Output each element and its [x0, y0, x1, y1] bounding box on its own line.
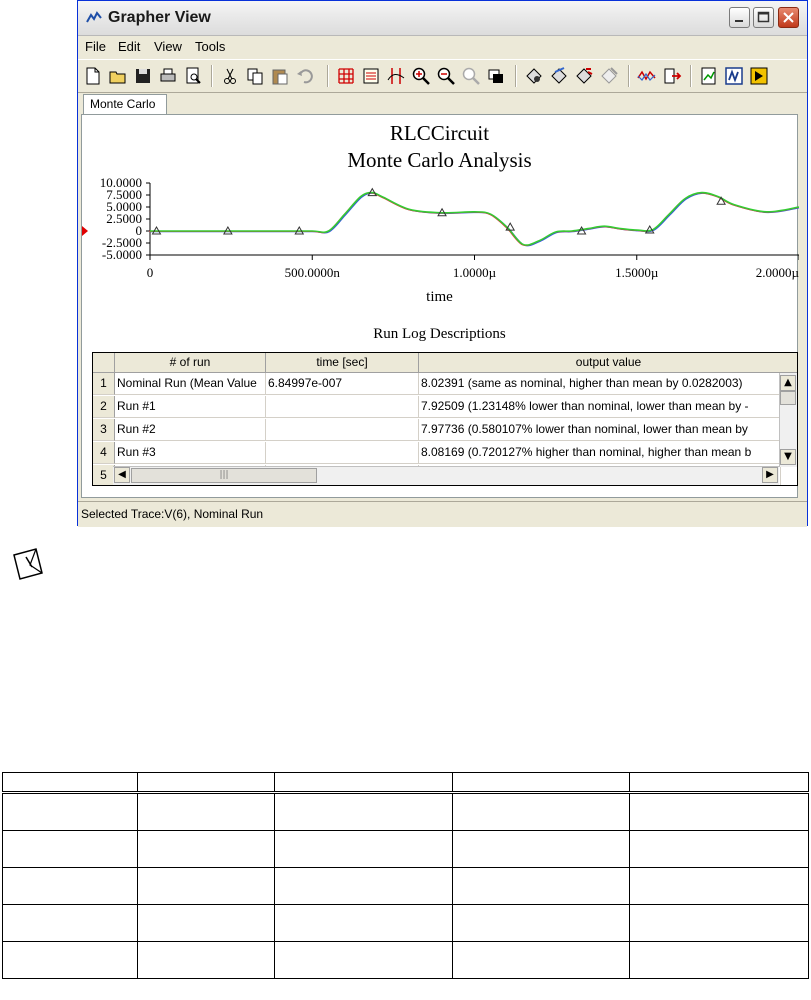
tab-monte-carlo[interactable]: Monte Carlo — [83, 94, 167, 115]
cell-run[interactable]: Run #1 — [115, 396, 266, 418]
horizontal-scroll-thumb[interactable]: ||| — [131, 468, 317, 483]
note-icon — [6, 545, 48, 587]
vertical-scroll-thumb[interactable] — [780, 391, 796, 405]
y-tick-label: 10.0000 — [99, 175, 142, 190]
export-icon[interactable] — [662, 66, 682, 86]
y-tick-label: -2.5000 — [101, 235, 142, 250]
marker-group — [152, 189, 725, 234]
row-number[interactable]: 2 — [93, 396, 115, 418]
y-axis — [82, 175, 150, 262]
series-line-variant — [149, 193, 798, 246]
document-table — [2, 772, 809, 979]
status-bar: Selected Trace:V(6), Nominal Run — [78, 501, 807, 527]
column-header-time[interactable]: time [sec] — [266, 353, 419, 373]
y-tick-label: -5.0000 — [101, 247, 142, 262]
open-icon[interactable] — [108, 66, 128, 86]
cell-output-value[interactable]: 8.08169 (0.720127% higher than nominal, higher than mean b — [419, 442, 781, 464]
menu-edit[interactable]: Edit — [118, 39, 141, 54]
waveform-plot[interactable] — [82, 175, 799, 305]
table-row[interactable] — [93, 419, 797, 441]
zoom-in-icon[interactable] — [411, 66, 431, 86]
x-tick-label: 2.0000µ — [755, 265, 799, 280]
maximize-icon — [754, 8, 773, 27]
table-row[interactable] — [93, 442, 797, 464]
minimize-button[interactable] — [729, 7, 750, 28]
x-tick-label: 1.0000µ — [452, 265, 497, 280]
scroll-left-icon[interactable]: ◀ — [114, 467, 130, 483]
maximize-button[interactable] — [753, 7, 774, 28]
zoom-fit-icon[interactable] — [461, 66, 481, 86]
new-icon[interactable] — [83, 66, 103, 86]
window-title: Grapher View — [108, 9, 211, 26]
zoom-out-icon[interactable] — [436, 66, 456, 86]
grapher-app-icon — [86, 10, 102, 26]
grid-corner — [93, 353, 115, 373]
y-tick-label: 7.5000 — [106, 187, 142, 202]
table-header-row — [3, 773, 809, 793]
x-axis-label: time — [426, 289, 453, 305]
cell-run[interactable]: Nominal Run (Mean Value — [115, 373, 266, 395]
cut-icon[interactable] — [220, 66, 240, 86]
overlay-icon[interactable] — [486, 66, 506, 86]
menu-view[interactable]: View — [154, 39, 182, 54]
table-row — [3, 868, 809, 905]
row-number[interactable]: 5 — [93, 465, 115, 486]
cell-time[interactable] — [266, 419, 419, 441]
print-preview-icon[interactable] — [183, 66, 203, 86]
x-tick-label: 0 — [146, 265, 154, 280]
print-icon[interactable] — [158, 66, 178, 86]
copy-icon[interactable] — [245, 66, 265, 86]
select-all-traces-icon[interactable] — [549, 66, 569, 86]
row-number[interactable]: 1 — [93, 373, 115, 395]
y-tick-label: 2.5000 — [106, 211, 142, 226]
report-icon[interactable] — [699, 66, 719, 86]
cursor-icon[interactable] — [386, 66, 406, 86]
swap-icon[interactable] — [574, 66, 594, 86]
series-line-variant — [151, 193, 799, 246]
select-trace-icon[interactable] — [524, 66, 544, 86]
series-line-nominal — [150, 193, 799, 246]
table-row — [3, 905, 809, 942]
runlog-title: Run Log Descriptions — [373, 326, 506, 342]
undo-icon[interactable] — [295, 66, 315, 86]
labview-run-icon[interactable] — [749, 66, 769, 86]
runlog-grid[interactable] — [92, 352, 798, 486]
chart-subtitle: Monte Carlo Analysis — [347, 148, 532, 172]
column-header-run[interactable]: # of run — [115, 353, 266, 373]
table-row — [3, 793, 809, 831]
minimize-icon — [730, 8, 749, 27]
menu-file[interactable]: File — [85, 39, 106, 54]
row-number[interactable]: 4 — [93, 442, 115, 464]
cell-time[interactable] — [266, 442, 419, 464]
horizontal-scrollbar[interactable] — [113, 466, 779, 485]
row-number[interactable]: 3 — [93, 419, 115, 441]
legend-icon[interactable] — [361, 66, 381, 86]
table-row — [3, 831, 809, 868]
y-tick-label: 0 — [135, 223, 142, 238]
table-row — [3, 942, 809, 979]
grid-header — [93, 353, 797, 373]
y-tick-label: 5.0000 — [106, 199, 142, 214]
grapher-window — [77, 0, 808, 526]
menu-bar — [78, 36, 807, 58]
save-icon[interactable] — [133, 66, 153, 86]
menu-tools[interactable]: Tools — [195, 39, 226, 54]
close-icon — [779, 8, 798, 27]
cell-time[interactable] — [266, 396, 419, 418]
table-row[interactable] — [93, 396, 797, 418]
close-button[interactable] — [778, 7, 799, 28]
labview-icon[interactable] — [724, 66, 744, 86]
cell-output-value[interactable]: 7.92509 (1.23148% lower than nominal, lower than mean by - — [419, 396, 781, 418]
graph-panel — [81, 114, 798, 498]
scroll-right-icon[interactable]: ▶ — [762, 467, 778, 483]
cell-run[interactable]: Run #3 — [115, 442, 266, 464]
cell-output-value[interactable]: 7.97736 (0.580107% lower than nominal, lower than mean by — [419, 419, 781, 441]
x-axis — [147, 255, 799, 280]
table-row[interactable] — [93, 373, 797, 395]
cell-output-value[interactable]: 8.02391 (same as nominal, higher than mean by 0.0282003) — [419, 373, 781, 395]
toolbar — [78, 59, 807, 93]
cell-run[interactable]: Run #2 — [115, 419, 266, 441]
cell-time[interactable]: 6.84997e-007 — [266, 373, 419, 395]
remove-trace-icon[interactable] — [599, 66, 619, 86]
vertical-scrollbar[interactable] — [779, 373, 797, 467]
x-tick-label: 1.5000µ — [615, 265, 659, 280]
column-header-output[interactable]: output value — [419, 353, 798, 373]
waveform-icon[interactable] — [637, 66, 657, 86]
chart-title: RLCCircuit — [389, 121, 490, 145]
x-tick-label: 500.0000n — [284, 265, 340, 280]
trace-indicator-icon — [82, 226, 88, 236]
scroll-down-icon[interactable]: ▼ — [780, 449, 796, 465]
paste-icon[interactable] — [270, 66, 290, 86]
scroll-up-icon[interactable]: ▲ — [780, 375, 796, 391]
title-bar[interactable] — [78, 1, 807, 36]
series-group — [149, 193, 799, 246]
grid-icon[interactable] — [336, 66, 356, 86]
